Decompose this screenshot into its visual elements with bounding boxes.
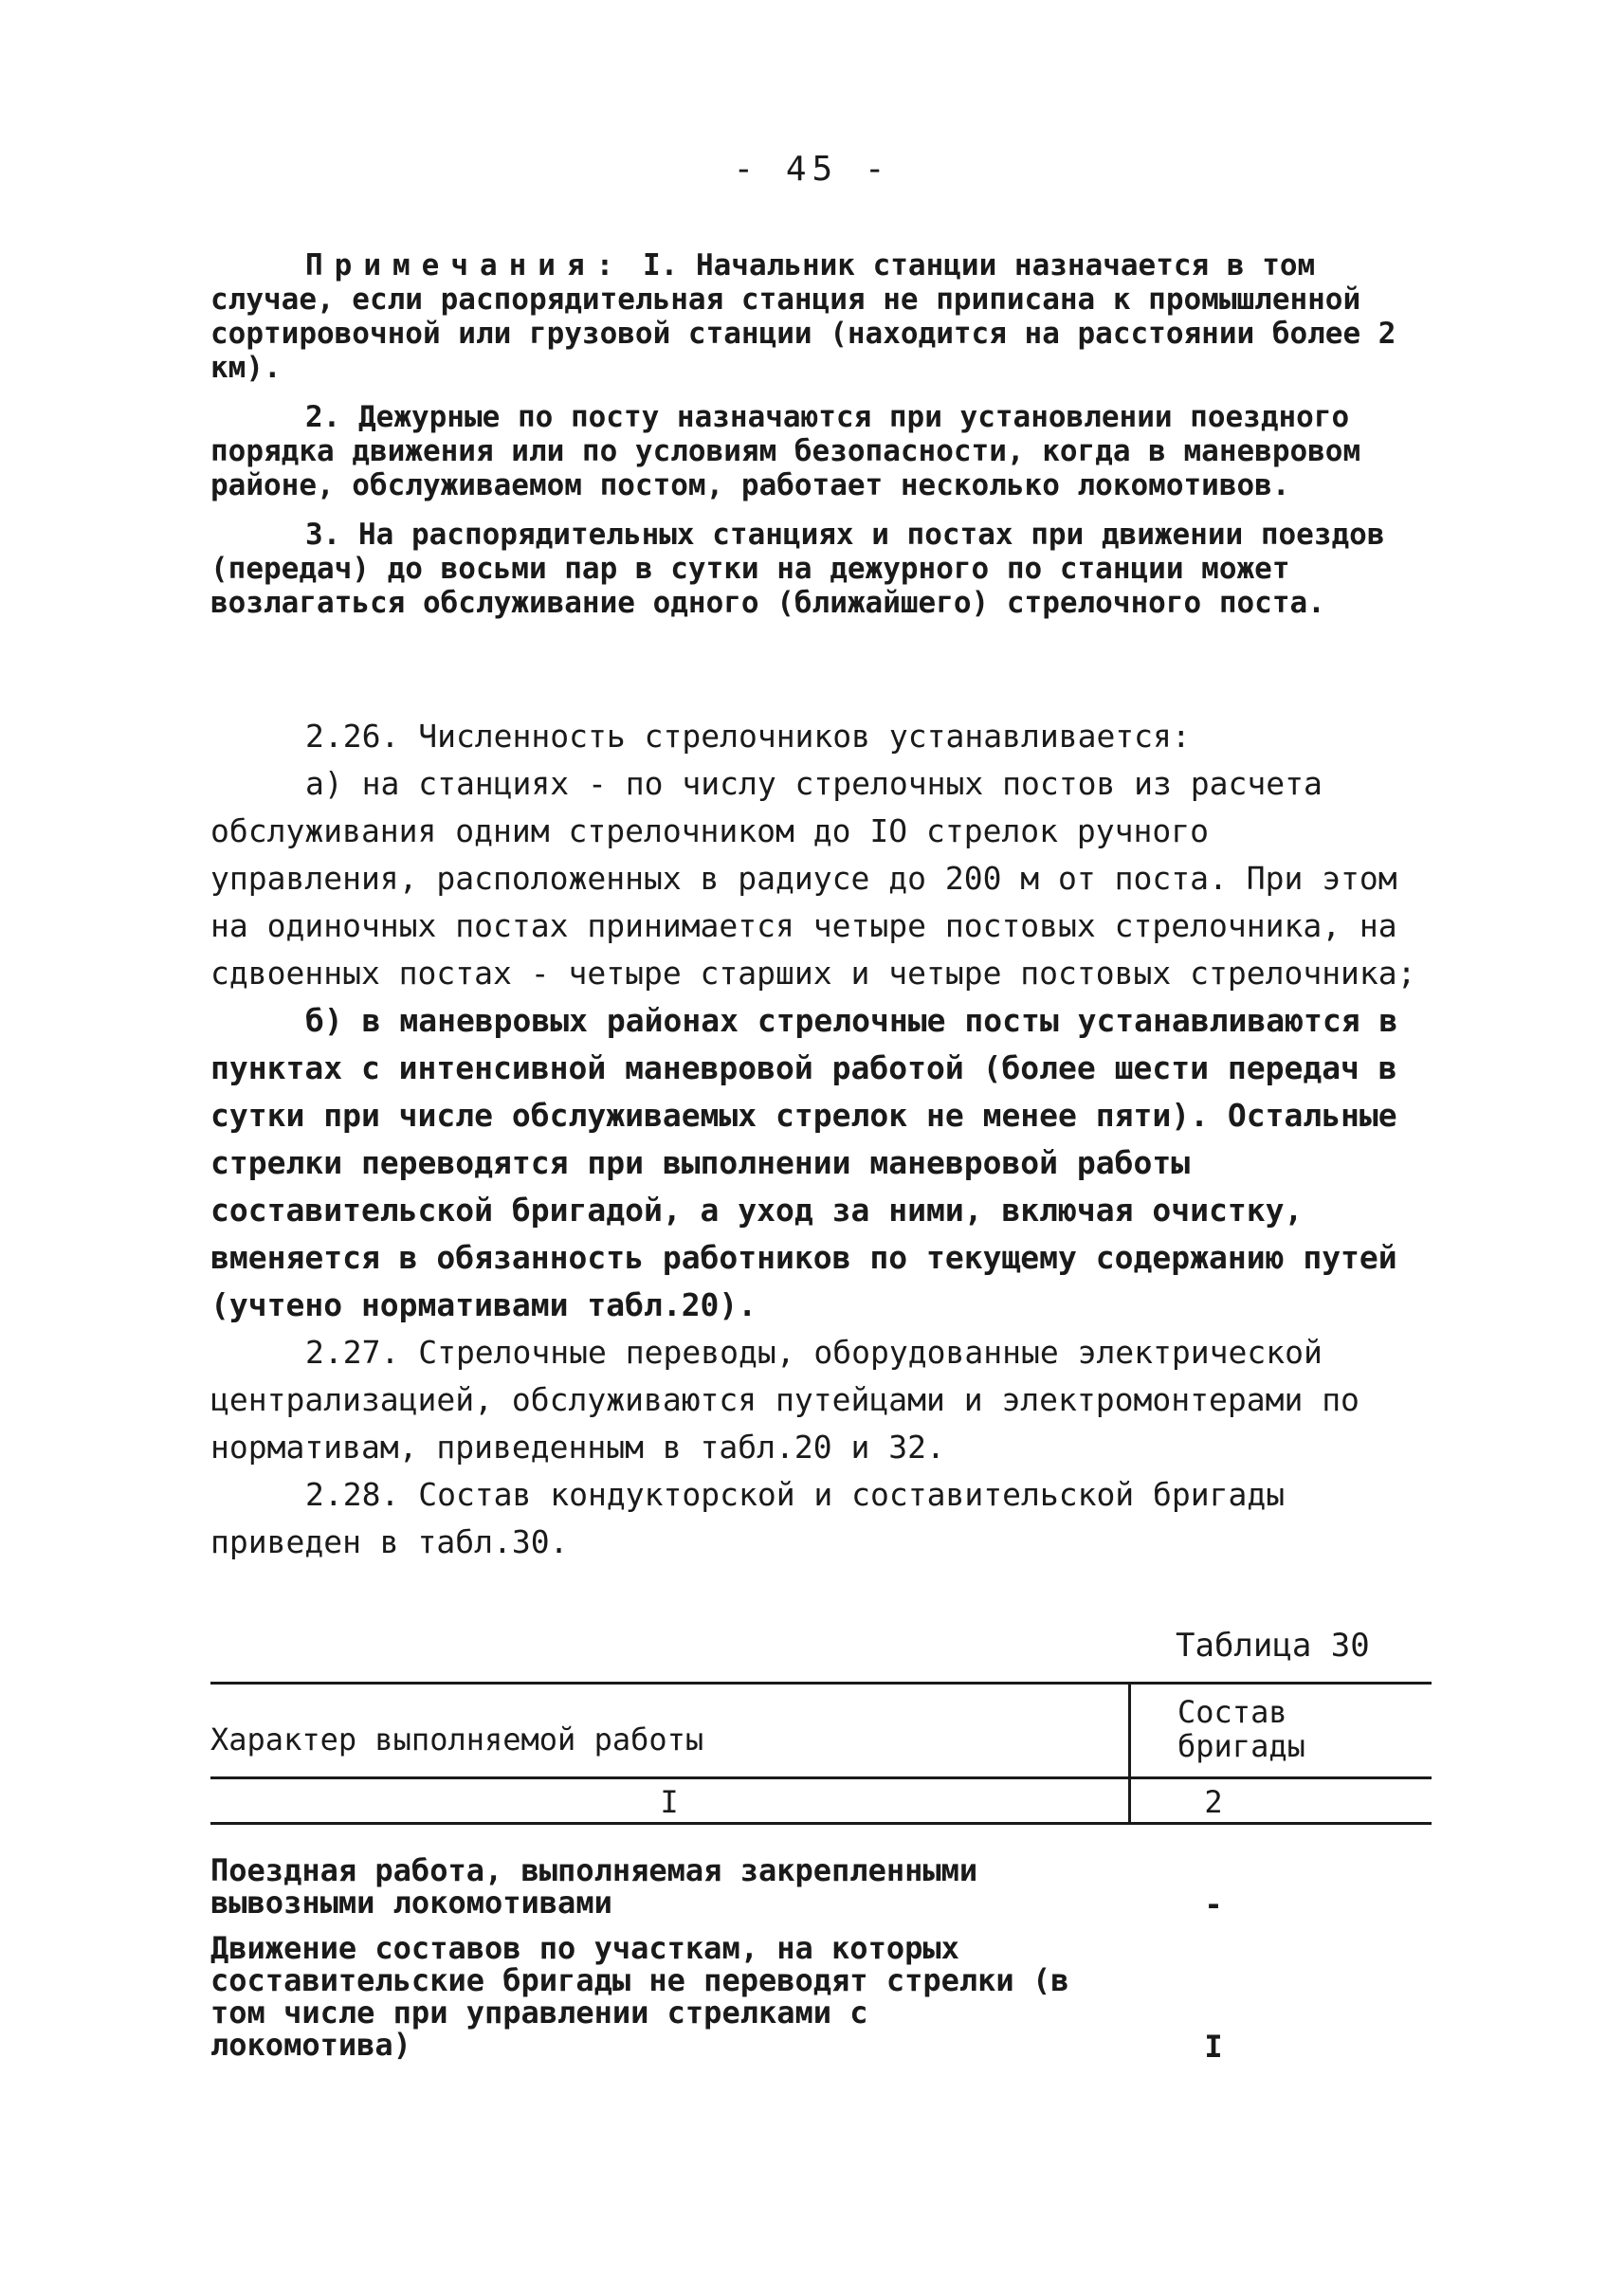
numbers-rule [210,1822,1432,1825]
table-caption: Таблица 30 [1176,1627,1370,1665]
table-top-rule [210,1682,1432,1685]
main-text [210,713,1429,1566]
table-row-1-work: Поездная работа, выполняемая закрепленными вывозными локомотивами [210,1852,978,1921]
note-1 [210,248,1424,385]
header-work-type: Характер выполняемой работы [210,1721,704,1758]
note-1-text: I. Начальник станции назначается в том случае, если распорядительная станция не приписана к промышленной сортировочной или грузовой станции (находится на расстоянии более 2 км). [210,248,1396,385]
header-crew: Состав бригады [1177,1694,1305,1764]
notes-block [210,248,1424,635]
paragraph-2-28: 2.28. Состав кондукторской и составительской бригады приведен в табл.30. [210,1476,1286,1560]
header-rule [210,1776,1432,1779]
table-row-2-work: Движение составов по участкам, на которых составительские бригады не переводят стрелки (в том числе при управлении стрелками с локомотива) [210,1930,1069,2063]
paragraph-2-26-a: а) на станциях - по числу стрелочных постов из расчета обслуживания одним стрелочником до IO стрелок ручного управления, расположенных в радиусе до 200 м от поста. При этом на одиночных постах принимается четыре постовых стрелочника, на сдвоенных постах - четыре старших и четыре постовых стрелочника; [210,765,1416,992]
paragraph-2-26: 2.26. Численность стрелочников устанавливается: [305,718,1191,755]
notes-label: Примечания: [305,248,626,282]
table-row-2-crew: I [1204,2029,1223,2065]
note-3: 3. На распорядительных станциях и постах при движении поездов (передач) до восьми пар в сутки на дежурного по станции может возлагаться обслуживание одного (ближайшего) стрелочного поста. [210,518,1385,620]
note-2: 2. Дежурные по посту назначаются при установлении поездного порядка движения или по условиям безопасности, когда в маневровом районе, обслуживаемом постом, работает несколько локомотивов. [210,400,1361,502]
column-number-2: 2 [1204,1784,1223,1820]
table-row-1-crew: - [1204,1886,1223,1922]
column-number-1: I [660,1784,679,1820]
paragraph-2-27: 2.27. Стрелочные переводы, оборудованные электрической централизацией, обслуживаются путейцами и электромонтерами по нормативам, приведенным в табл.20 и 32. [210,1334,1359,1466]
page-number: - 45 - [733,150,891,189]
paragraph-2-26-b: б) в маневровых районах стрелочные посты устанавливаются в пунктах с интенсивной маневровой работой (более шести передач в сутки при числе обслуживаемых стрелок не менее пяти). Остальные стрелки переводятся при выполнении маневровой работы составительской бригадой, а уход за ними, включая очистку, вменяется в обязанность работников по текущему содержанию путей (учтено нормативами табл.20). [210,1002,1398,1323]
